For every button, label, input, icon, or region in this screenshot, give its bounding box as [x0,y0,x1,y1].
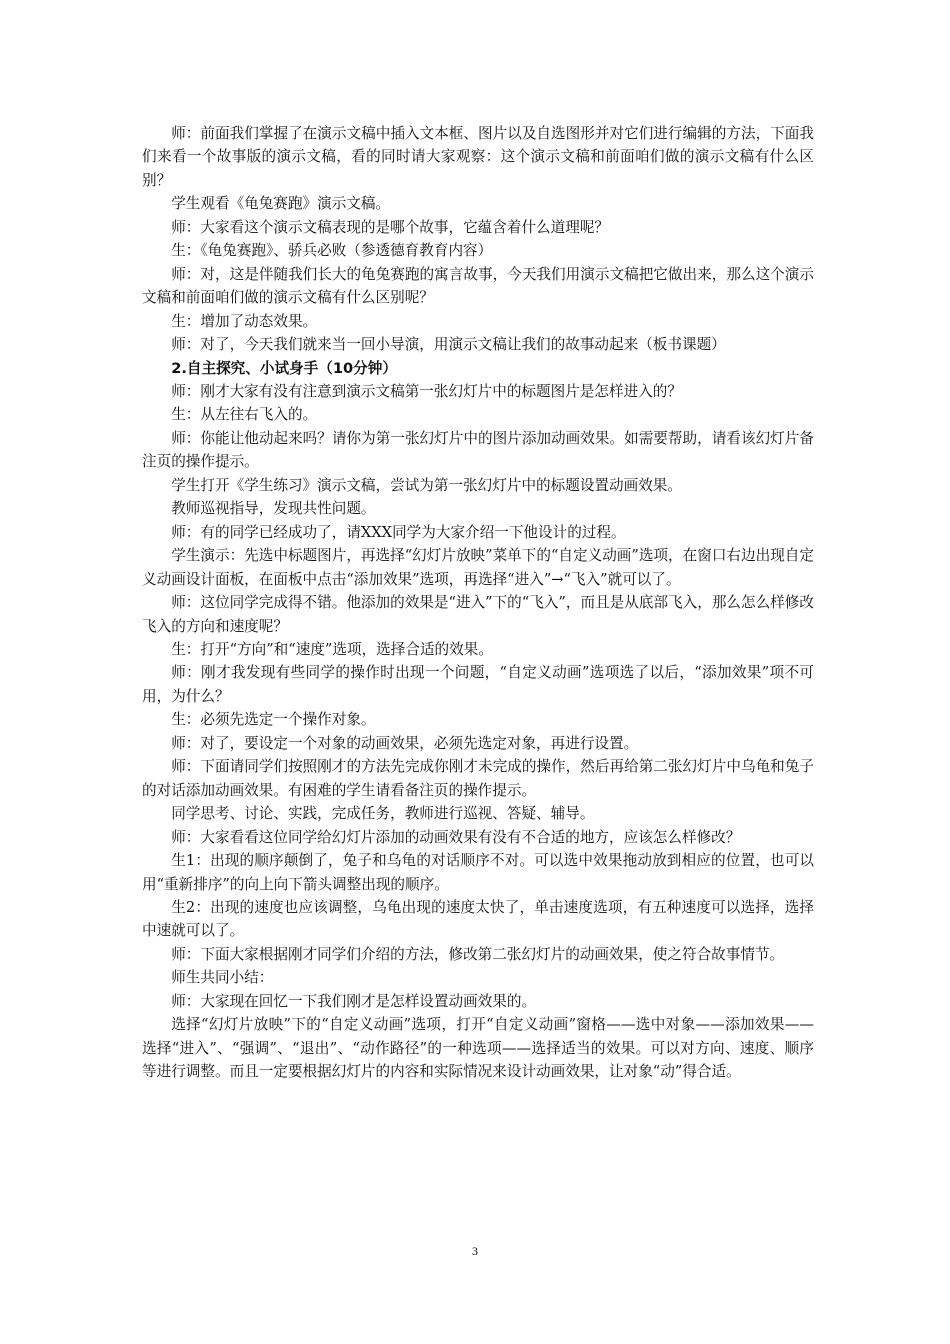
paragraph: 师：下面大家根据刚才同学们介绍的方法，修改第二张幻灯片的动画效果，使之符合故事情节。 [171,945,785,963]
page-number: 3 [472,1244,478,1258]
paragraph: 师：刚才我发现有些同学的操作时出现一个问题，“自定义动画”选项选了以后，“添加效果”项不可用，为什么？ [142,664,814,705]
paragraph: 师：有的同学已经成功了，请XXX同学为大家介绍一下他设计的过程。 [171,523,626,541]
paragraph: 师：大家现在回忆一下我们刚才是怎样设置动画效果的。 [171,992,537,1010]
paragraph: 师生共同小结： [171,969,274,987]
paragraph: 生：打开“方向”和“速度”选项，选择合适的效果。 [171,640,493,658]
paragraph: 师：你能让他动起来吗？请你为第一张幻灯片中的图片添加动画效果。如需要帮助，请看该幻灯片备注页的操作提示。 [142,429,814,471]
paragraph: 师：对了，要设定一个对象的动画效果，必须先选定对象，再进行设置。 [171,734,639,752]
paragraph: 学生观看《龟兔赛跑》演示文稿。 [171,195,391,213]
document-body [142,122,814,1084]
paragraph: 生：从左往右飞入的。 [171,406,318,424]
paragraph: 生2：出现的速度也应该调整，乌龟出现的速度太快了，单击速度选项，有五种速度可以选择，选择中速就可以了。 [142,898,814,940]
paragraph: 生：增加了动态效果。 [171,312,318,330]
paragraph: 生1：出现的顺序颠倒了，兔子和乌龟的对话顺序不对。可以选中效果拖动放到相应的位置，也可以用“重新排序”的向上向下箭头调整出现的顺序。 [142,852,814,893]
paragraph: 师：下面请同学们按照刚才的方法先完成你刚才未完成的操作，然后再给第二张幻灯片中乌龟和兔子的对话添加动画效果。有困难的学生请看备注页的操作提示。 [142,758,814,799]
paragraph: 同学思考、讨论、实践，完成任务，教师进行巡视、答疑、辅导。 [171,805,595,823]
paragraph: 师：前面我们掌握了在演示文稿中插入文本框、图片以及自选图形并对它们进行编辑的方法，下面我们来看一个故事版的演示文稿，看的同时请大家观察：这个演示文稿和前面咱们做的演示文稿有什么区别？ [142,125,814,189]
section-heading: 2.自主探究、小试身手（10分钟） [171,359,397,377]
paragraph: 教师巡视指导，发现共性问题。 [171,500,376,518]
paragraph: 学生演示：先选中标题图片，再选择“幻灯片放映”菜单下的“自定义动画”选项，在窗口右边出现自定义动画设计面板，在面板中点击“添加效果”选项，再选择“进入”→“飞入”就可以了。 [142,547,814,588]
paragraph: 选择“幻灯片放映”下的“自定义动画”选项，打开“自定义动画”窗格——选中对象——添加效果——选择“进入”、“强调”、“退出”、“动作路径”的一种选项——选择适当的效果。可以对方向、速度、顺序等进行调整。而且一定要根据幻灯片的内容和实际情况来设计动画效果，让对象“动”得合适。 [142,1016,814,1081]
paragraph: 师：大家看看这位同学给幻灯片添加的动画效果有没有不合适的地方，应该怎么样修改？ [171,828,741,846]
paragraph: 师：这位同学完成得不错。他添加的效果是“进入”下的“飞入”，而且是从底部飞入，那么怎么样修改飞入的方向和速度呢？ [142,594,814,635]
paragraph: 生：必须先选定一个操作对象。 [171,711,376,729]
paragraph: 师：刚才大家有没有注意到演示文稿第一张幻灯片中的标题图片是怎样进入的？ [171,382,682,400]
paragraph: 师：对了，今天我们就来当一回小导演，用演示文稿让我们的故事动起来（板书课题） [171,336,726,354]
paragraph: 师：对，这是伴随我们长大的龟兔赛跑的寓言故事，今天我们用演示文稿把它做出来，那么这个演示文稿和前面咱们做的演示文稿有什么区别呢？ [142,265,814,307]
paragraph: 生：《龟兔赛跑》、骄兵必败（参透德育教育内容） [171,242,493,260]
paragraph: 师：大家看这个演示文稿表现的是哪个故事，它蕴含着什么道理呢？ [171,218,610,236]
paragraph: 学生打开《学生练习》演示文稿，尝试为第一张幻灯片中的标题设置动画效果。 [171,476,682,494]
